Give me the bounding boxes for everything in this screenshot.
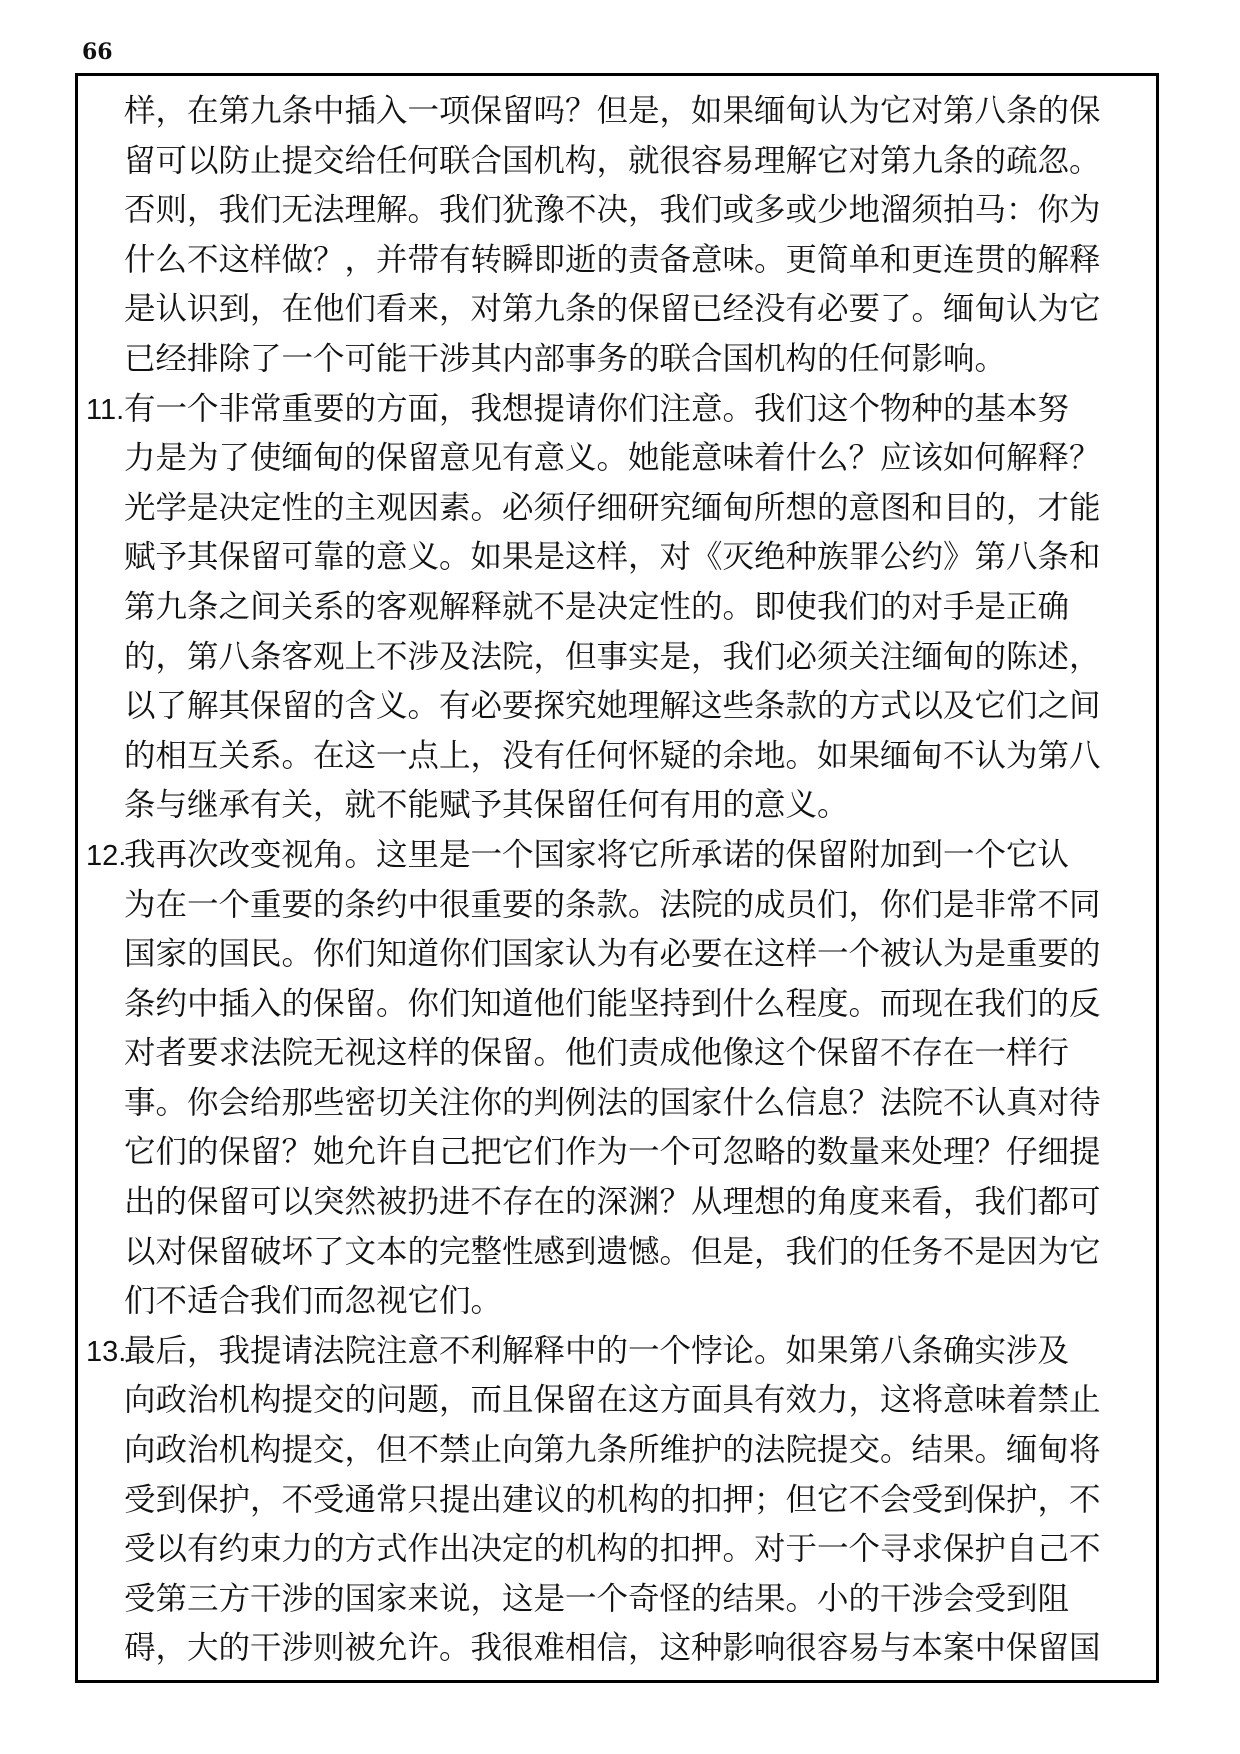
line-text: 留可以防止提交给任何联合国机构，就很容易理解它对第九条的疏忽。 [124,142,1101,179]
text-line [78,781,1156,831]
text-line [78,930,1156,980]
text-line [78,1178,1156,1228]
paragraph-number: 12. [86,839,127,872]
text-frame [75,73,1159,1683]
text-line [78,1476,1156,1526]
text-line [78,335,1156,385]
text-line [78,236,1156,286]
line-text: 否则，我们无法理解。我们犹豫不决，我们或多或少地溜须拍马：你为 [124,192,1101,229]
line-text: 的相互关系。在这一点上，没有任何怀疑的余地。如果缅甸不认为第八 [124,737,1101,774]
text-line [78,831,1156,881]
text-line [78,1228,1156,1278]
line-text: 们不适合我们而忽视它们。 [124,1283,503,1320]
paragraph-number: 11. [86,393,125,426]
line-text: 向政治机构提交，但不禁止向第九条所维护的法院提交。结果。缅甸将 [124,1432,1101,1469]
page-number: 66 [82,39,113,65]
body-text [78,87,1156,1674]
text-line [78,980,1156,1030]
text-line [78,1376,1156,1426]
line-text: 力是为了使缅甸的保留意见有意义。她能意味着什么？应该如何解释？ [124,440,1101,477]
text-line [78,1426,1156,1476]
line-text: 最后，我提请法院注意不利解释中的一个悖论。如果第八条确实涉及 [124,1332,1070,1369]
line-text: 第九条之间关系的客观解释就不是决定性的。即使我们的对手是正确 [124,588,1070,625]
line-text: 为在一个重要的条约中很重要的条款。法院的成员们，你们是非常不同 [124,886,1101,923]
line-text: 出的保留可以突然被扔进不存在的深渊？从理想的角度来看，我们都可 [124,1184,1101,1221]
text-line [78,1079,1156,1129]
text-line [78,434,1156,484]
line-text: 样，在第九条中插入一项保留吗？但是，如果缅甸认为它对第八条的保 [124,93,1101,129]
line-text: 赋予其保留可靠的意义。如果是这样，对《灭绝种族罪公约》第八条和 [124,539,1101,576]
text-line [78,732,1156,782]
line-text: 受以有约束力的方式作出决定的机构的扣押。对于一个寻求保护自己不 [124,1531,1101,1568]
text-line [78,285,1156,335]
text-line [78,1128,1156,1178]
line-text: 受到保护，不受通常只提出建议的机构的扣押；但它不会受到保护，不 [124,1481,1101,1518]
line-text: 的，第八条客观上不涉及法院，但事实是，我们必须关注缅甸的陈述， [124,638,1101,675]
line-text: 对者要求法院无视这样的保留。他们责成他像这个保留不存在一样行 [124,1035,1070,1072]
line-text: 以了解其保留的含义。有必要探究她理解这些条款的方式以及它们之间 [124,688,1101,725]
line-text: 向政治机构提交的问题，而且保留在这方面具有效力，这将意味着禁止 [124,1382,1101,1419]
text-line [78,137,1156,187]
text-line [78,1525,1156,1575]
line-text: 碍，大的干涉则被允许。我很难相信，这种影响很容易与本案中保留国 [124,1630,1101,1667]
text-line [78,1277,1156,1327]
text-line [78,583,1156,633]
line-text: 我再次改变视角。这里是一个国家将它所承诺的保留附加到一个它认 [124,836,1070,873]
line-text: 条与继承有关，就不能赋予其保留任何有用的意义。 [124,787,849,824]
line-text: 有一个非常重要的方面，我想提请你们注意。我们这个物种的基本努 [124,390,1070,427]
line-text: 它们的保留？她允许自己把它们作为一个可忽略的数量来处理？仔细提 [124,1134,1101,1171]
text-line [78,484,1156,534]
text-line [78,1575,1156,1625]
line-text: 以对保留破坏了文本的完整性感到遗憾。但是，我们的任务不是因为它 [124,1233,1101,1270]
line-text: 国家的国民。你们知道你们国家认为有必要在这样一个被认为是重要的 [124,936,1101,973]
text-line [78,881,1156,931]
text-line [78,1624,1156,1674]
line-text: 已经排除了一个可能干涉其内部事务的联合国机构的任何影响。 [124,340,1007,377]
text-line [78,385,1156,435]
text-line [78,533,1156,583]
text-line [78,186,1156,236]
text-line [78,1029,1156,1079]
text-line [78,682,1156,732]
line-text: 事。你会给那些密切关注你的判例法的国家什么信息？法院不认真对待 [124,1084,1101,1121]
text-line [78,633,1156,683]
text-line [78,87,1156,137]
line-text: 什么不这样做？，并带有转瞬即逝的责备意味。更简单和更连贯的解释 [124,241,1101,278]
line-text: 光学是决定性的主观因素。必须仔细研究缅甸所想的意图和目的，才能 [124,489,1101,526]
paragraph-number: 13. [86,1335,127,1368]
line-text: 条约中插入的保留。你们知道他们能坚持到什么程度。而现在我们的反 [124,985,1101,1022]
line-text: 受第三方干涉的国家来说，这是一个奇怪的结果。小的干涉会受到阻 [124,1580,1070,1617]
line-text: 是认识到，在他们看来，对第九条的保留已经没有必要了。缅甸认为它 [124,291,1101,328]
text-line [78,1327,1156,1377]
